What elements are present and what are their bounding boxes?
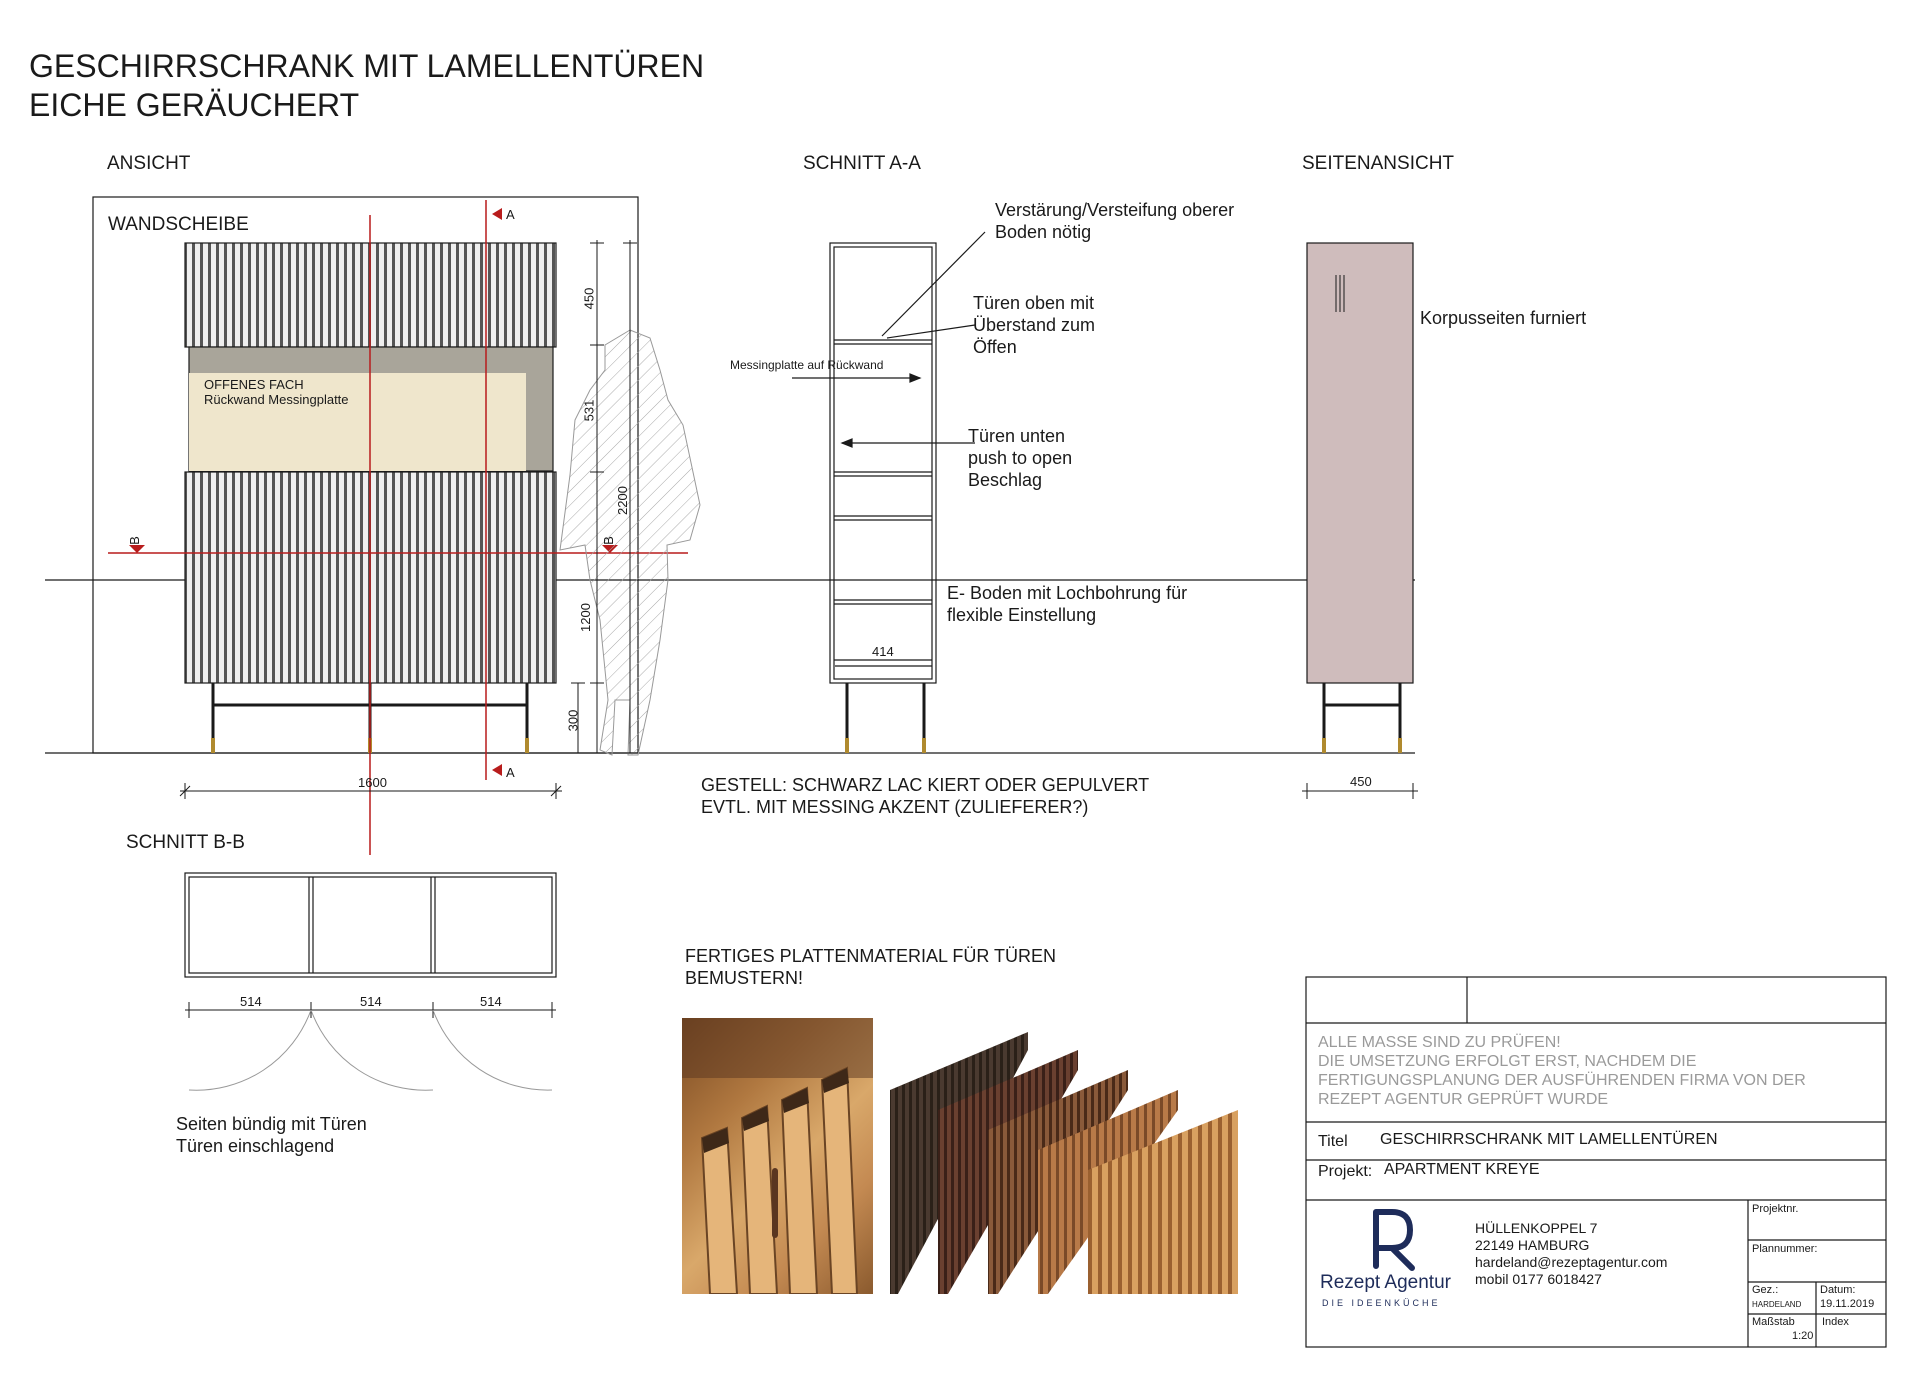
cut-marker-a-bottom — [492, 764, 502, 776]
dim-514-1: 514 — [240, 994, 262, 1009]
label-seitenansicht: SEITENANSICHT — [1302, 153, 1455, 174]
cut-label-b-right: B — [600, 536, 616, 545]
note-frame: GESTELL: SCHWARZ LAC KIERT ODER GEPULVERT EVTL. MIT MESSING AKZENT (ZULIEFERER?) — [701, 775, 1150, 817]
note-sides-flush: Seiten bündig mit Türen Türen einschlagend — [176, 1114, 367, 1156]
titleblock-plannummer: Plannummer: — [1752, 1243, 1818, 1255]
titleblock-projektnr: Projektnr. — [1752, 1203, 1799, 1215]
dim-450-side: 450 — [1350, 774, 1372, 789]
titleblock-titel-label: Titel — [1318, 1133, 1348, 1150]
titleblock-massstab-label: Maßstab — [1752, 1316, 1795, 1328]
label-schnitt-aa: SCHNITT A-A — [803, 153, 921, 174]
door-swing-arcs — [189, 1010, 552, 1090]
dim-514-2: 514 — [360, 994, 382, 1009]
label-schnitt-bb: SCHNITT B-B — [126, 832, 245, 853]
dim-300: 300 — [565, 709, 581, 732]
note-doors-top: Türen oben mit Überstand zum Öffen — [973, 293, 1096, 357]
side-view-panel — [1307, 243, 1413, 683]
titleblock-address: HÜLLENKOPPEL 7 22149 HAMBURG hardeland@rezeptagentur.com mobil 0177 6018427 — [1475, 1220, 1668, 1287]
titleblock-titel-value: GESCHIRRSCHRANK MIT LAMELLENTÜREN — [1380, 1131, 1718, 1148]
titleblock-massstab-value: 1:20 — [1792, 1330, 1814, 1342]
label-ansicht: ANSICHT — [107, 153, 191, 174]
titleblock-projekt-label: Projekt: — [1318, 1163, 1373, 1180]
logo-subtext: DIE IDEENKÜCHE — [1322, 1298, 1441, 1308]
note-material: FERTIGES PLATTENMATERIAL FÜR TÜREN BEMUSTERN! — [685, 946, 1057, 988]
note-reinforcement: Verstärung/Versteifung oberer Boden nötig — [995, 200, 1235, 242]
label-wandscheibe: WANDSCHEIBE — [108, 214, 249, 235]
note-shelf: E- Boden mit Lochbohrung für flexible Einstellung — [947, 583, 1188, 625]
cut-label-a-top: A — [506, 207, 515, 222]
logo-mark-icon — [1320, 1208, 1460, 1272]
dim-2200: 2200 — [614, 486, 630, 515]
section-bb-plan — [185, 873, 556, 977]
titleblock-projekt-value: APARTMENT KREYE — [1384, 1161, 1540, 1178]
drawing-title: GESCHIRRSCHRANK MIT LAMELLENTÜREN EICHE GERÄUCHERT — [29, 48, 705, 123]
section-aa-cabinet — [830, 243, 936, 683]
note-doors-bottom: Türen unten push to open Beschlag — [968, 426, 1073, 490]
titleblock-gez-label: Gez.: — [1752, 1284, 1779, 1296]
dim-1600: 1600 — [358, 775, 387, 790]
material-photo-samples — [888, 1030, 1244, 1294]
dim-514-3: 514 — [480, 994, 502, 1009]
note-brass-plate: Messingplatte auf Rückwand — [730, 358, 884, 372]
dim-450: 450 — [581, 287, 597, 310]
label-open-shelf: OFFENES FACH Rückwand Messingplatte — [204, 377, 349, 407]
cut-marker-b-left — [129, 545, 145, 553]
logo-text: Rezept Agentur — [1320, 1272, 1451, 1293]
material-photo-closeup — [682, 1018, 873, 1294]
dim-1200: 1200 — [577, 603, 593, 632]
dim-414: 414 — [872, 644, 894, 659]
cut-label-a-bottom: A — [506, 765, 515, 780]
cut-marker-a-top — [492, 208, 502, 220]
titleblock-warning: ALLE MASSE SIND ZU PRÜFEN! DIE UMSETZUNG ERFOLGT ERST, NACHDEM DIE FERTIGUNGSPLANUNG DER AUSFÜHRENDEN FIRMA VON DER REZEPT AGENTUR GEPRÜFT WURDE — [1318, 1034, 1806, 1108]
titleblock-datum-value: 19.11.2019 — [1820, 1298, 1875, 1310]
cut-label-b-left: B — [126, 536, 142, 545]
titleblock-datum-label: Datum: — [1820, 1284, 1856, 1296]
titleblock-gez-value: HARDELAND — [1752, 1300, 1802, 1309]
titleblock-index-label: Index — [1822, 1316, 1849, 1328]
dim-531: 531 — [581, 399, 597, 422]
note-side-veneer: Korpusseiten furniert — [1420, 308, 1587, 328]
rezept-agentur-logo — [1320, 1208, 1460, 1318]
